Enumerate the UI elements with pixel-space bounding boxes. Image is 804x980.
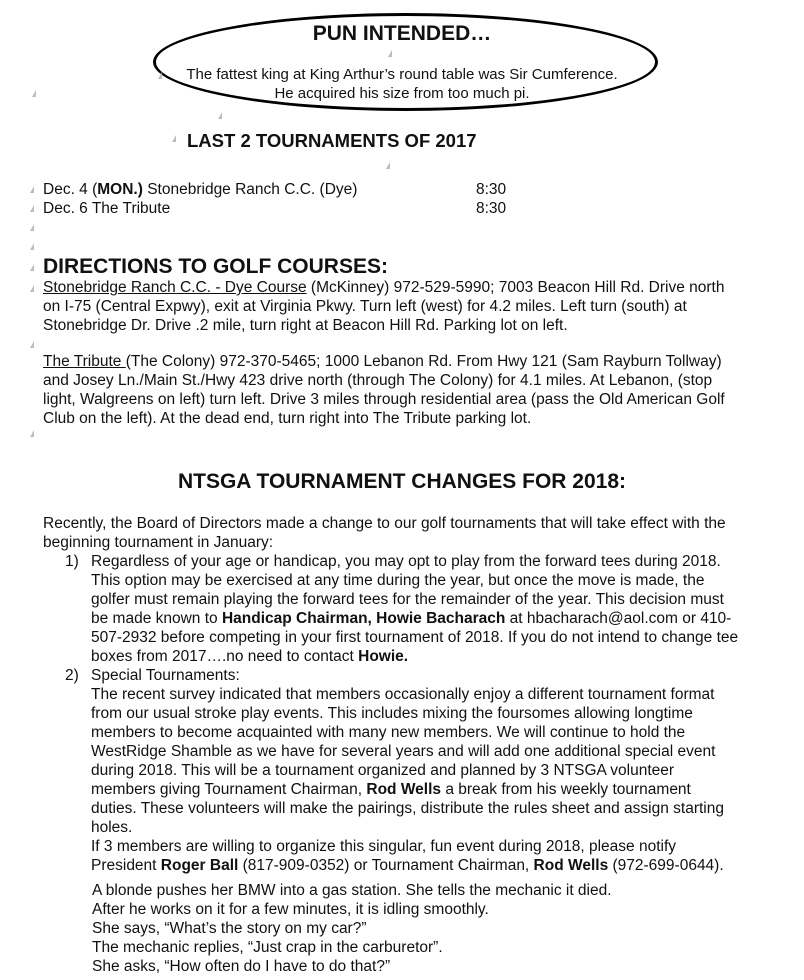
schedule-date: Dec. 6 The Tribute bbox=[43, 200, 171, 217]
list-text: during 2018. This will be a tournament organized and planned by 3 NTSGA volunteer bbox=[91, 762, 675, 779]
list-text: be made known to bbox=[91, 610, 222, 627]
directions-text: (The Colony) 972-370-5465; 1000 Lebanon Rd. From Hwy 121 (Sam Rayburn Tollway) bbox=[125, 353, 722, 370]
schedule-row bbox=[43, 180, 357, 199]
directions-heading: DIRECTIONS TO GOLF COURSES: bbox=[43, 255, 388, 278]
pun-line-1: The fattest king at King Arthur’s round table was Sir Cumference. bbox=[186, 66, 618, 83]
list-text: holes. bbox=[91, 819, 133, 836]
list-text: members to become acquainted with many new members. We will continue to hold the bbox=[91, 724, 686, 741]
changes-intro: Recently, the Board of Directors made a change to our golf tournaments that will take effect with the bbox=[43, 515, 726, 532]
list-text: (972-699-0644). bbox=[608, 857, 724, 874]
list-item bbox=[43, 552, 763, 666]
president-name: Roger Ball bbox=[160, 857, 239, 874]
paragraph-mark-icon bbox=[386, 162, 390, 169]
stonebridge-directions bbox=[43, 278, 758, 335]
joke-line: She says, “What’s the story on my car?” bbox=[92, 920, 367, 937]
tribute-directions bbox=[43, 352, 758, 428]
joke-line: A blonde pushes her BMW into a gas station. She tells the mechanic it died. bbox=[92, 882, 612, 899]
joke-line: The mechanic replies, “Just crap in the carburetor”. bbox=[92, 939, 443, 956]
list-text: duties. These volunteers will make the pairings, distribute the rules sheet and assign starting bbox=[91, 800, 724, 817]
paragraph-mark-icon bbox=[30, 285, 34, 292]
list-text: members giving Tournament Chairman, bbox=[91, 781, 367, 798]
tribute-link[interactable]: The Tribute bbox=[43, 353, 126, 370]
directions-text: light, Walgreens on left) turn left. Drive 3 miles through residential area (pass the Old American Golf bbox=[43, 391, 725, 408]
list-text: The recent survey indicated that members occasionally enjoy a different tournament format bbox=[91, 686, 715, 703]
list-text: President bbox=[91, 857, 161, 874]
list-text: 507-2932 before competing in your first tournament of 2018. If you do not intend to change tee bbox=[91, 629, 739, 646]
directions-text: and Josey Ln./Main St./Hwy 423 drive north (through The Colony) for 4.1 miles. At Lebanon, (stop bbox=[43, 372, 713, 389]
paragraph-mark-icon bbox=[30, 264, 34, 271]
list-number: 2) bbox=[65, 667, 79, 684]
tournament-chairman-name: Rod Wells bbox=[533, 857, 609, 874]
paragraph-mark-icon bbox=[30, 243, 34, 250]
schedule-day: MON.) bbox=[97, 181, 143, 198]
paragraph-mark-icon bbox=[172, 135, 176, 142]
paragraph-mark-icon bbox=[30, 430, 34, 437]
handicap-chairman-name: Handicap Chairman, Howie Bacharach bbox=[221, 610, 506, 627]
changes-section bbox=[43, 514, 763, 875]
paragraph-mark-icon bbox=[30, 186, 34, 193]
list-text: golfer must remain playing the forward tees for the remainder of the year. This decision must bbox=[91, 591, 724, 608]
list-item bbox=[43, 666, 763, 875]
stonebridge-link[interactable]: Stonebridge Ranch C.C. - Dye Course bbox=[43, 279, 307, 296]
contact-name: Howie. bbox=[358, 648, 409, 665]
list-text: If 3 members are willing to organize this singular, fun event during 2018, please notify bbox=[91, 838, 677, 855]
list-text: Regardless of your age or handicap, you may opt to play from the forward tees during 2018. bbox=[91, 553, 721, 570]
schedule-row bbox=[43, 199, 170, 218]
paragraph-mark-icon bbox=[30, 205, 34, 212]
joke-line: She asks, “How often do I have to do that?” bbox=[92, 958, 391, 975]
schedule-time: 8:30 bbox=[476, 181, 507, 198]
list-text: This option may be exercised at any time during the year, but once the move is made, the bbox=[91, 572, 705, 589]
directions-text: on I-75 (Central Expwy), exit at Virginia Pkwy. Turn left (west) for 4.2 miles. Left turn (south) at bbox=[43, 298, 687, 315]
list-text: from our usual stroke play events. This includes mixing the foursomes allowing longtime bbox=[91, 705, 693, 722]
paragraph-mark-icon bbox=[218, 112, 222, 119]
pun-line-2: He acquired his size from too much pi. bbox=[274, 85, 530, 102]
changes-intro: beginning tournament in January: bbox=[43, 534, 274, 551]
changes-heading: NTSGA TOURNAMENT CHANGES FOR 2018: bbox=[177, 470, 627, 493]
paragraph-mark-icon bbox=[32, 90, 36, 97]
directions-text: Club on the left). At the dead end, turn right into The Tribute parking lot. bbox=[43, 410, 532, 427]
list-text: at hbacharach@aol.com or 410- bbox=[505, 610, 732, 627]
schedule-time: 8:30 bbox=[476, 200, 507, 217]
joke-section bbox=[92, 881, 742, 976]
joke-line: After he works on it for a few minutes, it is idling smoothly. bbox=[92, 901, 489, 918]
paragraph-mark-icon bbox=[30, 224, 34, 231]
schedule-date: Dec. 4 ( bbox=[43, 181, 98, 198]
directions-text: (McKinney) 972-529-5990; 7003 Beacon Hill Rd. Drive north bbox=[306, 279, 725, 296]
list-text: (817-909-0352) or Tournament Chairman, bbox=[238, 857, 534, 874]
pun-title: PUN INTENDED… bbox=[312, 22, 492, 45]
tournaments-heading: LAST 2 TOURNAMENTS OF 2017 bbox=[187, 130, 477, 151]
list-text: WestRidge Shamble as we have for several years and will add one additional special event bbox=[91, 743, 716, 760]
list-text: boxes from 2017….no need to contact bbox=[91, 648, 359, 665]
list-number: 1) bbox=[65, 553, 79, 570]
directions-text: Stonebridge Dr. Drive .2 mile, turn right at Beacon Hill Rd. Parking lot on left. bbox=[43, 317, 568, 334]
paragraph-mark-icon bbox=[158, 72, 162, 79]
paragraph-mark-icon bbox=[388, 50, 392, 57]
list-text: a break from his weekly tournament bbox=[441, 781, 691, 798]
paragraph-mark-icon bbox=[30, 341, 34, 348]
list-text: Special Tournaments: bbox=[91, 667, 240, 684]
schedule-course: Stonebridge Ranch C.C. (Dye) bbox=[142, 181, 358, 198]
tournament-chairman-name: Rod Wells bbox=[366, 781, 442, 798]
